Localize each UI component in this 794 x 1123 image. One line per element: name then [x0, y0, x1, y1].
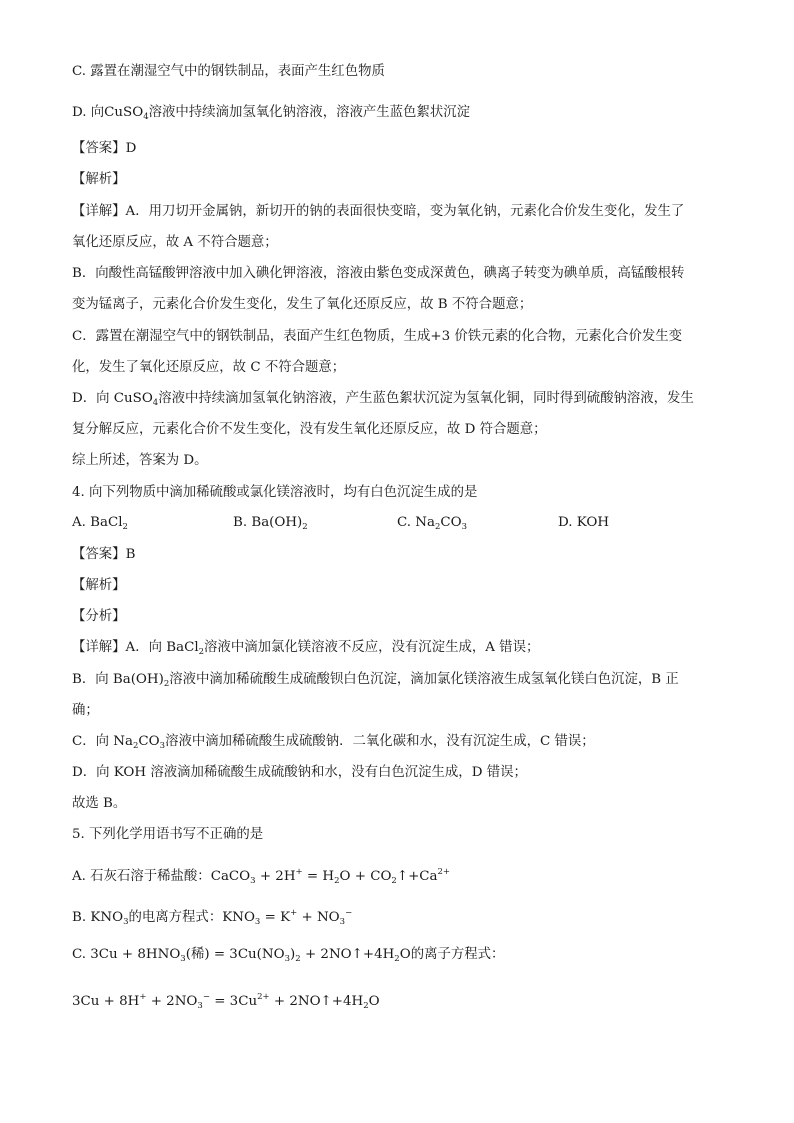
q4-option-d: D. KOH [558, 515, 610, 530]
q3-detail-a-line2: 氧化还原反应，故 A 不符合题意； [72, 235, 278, 250]
cu-hno3-equation: $3Cu + 8HNO_3$(稀) = $3Cu(NO_3)_2$ + $2NO↑+4H_2O$ [90, 947, 411, 964]
q4-option-a: A. BaCl$_2$ [72, 515, 128, 532]
cuso4-formula: CuSO$_4$ [104, 105, 149, 122]
q3-detail-c-line1: C．露置在潮湿空气中的钢铁制品，表面产生红色物质，生成+3 价铁元素的化合物，元素化合价发生变 [72, 329, 683, 344]
q4-option-b: B. $Ba(OH)_2$ [233, 515, 308, 532]
answer-value: D [125, 141, 137, 156]
kno3-formula: $KNO_3$ [90, 910, 129, 927]
q4-stem: 4. 向下列物质中滴加稀硫酸或氯化镁溶液时，均有白色沉淀生成的是 [72, 485, 478, 500]
q5-option-b: B. $KNO_3$的电离方程式：$KNO_3 = K^+ + NO_3^-$ [72, 908, 353, 927]
q3-option-c: C. 露置在潮湿空气中的钢铁制品，表面产生红色物质 [72, 64, 385, 79]
q3-option-d: D. 向CuSO$_4$溶液中持续滴加氢氧化钠溶液，溶液产生蓝色絮状沉淀 [72, 105, 470, 122]
q5-stem: 5. 下列化学用语书写不正确的是 [72, 827, 264, 842]
q5-option-c-line1: C. $3Cu + 8HNO_3$(稀) = $3Cu(NO_3)_2$ + $2NO↑+4H_2O$的离子方程式： [72, 947, 505, 964]
q3-detail-b-line2: 变为锰离子，元素化合价发生变化，发生了氧化还原反应，故 B 不符合题意； [72, 297, 533, 312]
answer-label: 【答案】 [72, 141, 126, 156]
q4-conclusion: 故选 B。 [72, 796, 127, 811]
kno3-ionization-equation: $KNO_3 = K^+ + NO_3^-$ [222, 908, 353, 927]
q3-detail-d-line2: 复分解反应，元素化合价不发生变化，没有发生氧化还原反应，故 D 符合题意； [72, 422, 547, 437]
q4-fenxi-label: 【分析】 [72, 609, 126, 624]
q4-answer [72, 545, 135, 565]
q4-detail-b-line1: B．向 $Ba(OH)_2$溶液中滴加稀硫酸生成硫酸钡白色沉淀，滴加氯化镁溶液生成氢氧化镁白色沉淀，B 正 [72, 672, 679, 689]
answer-value: B [125, 547, 136, 562]
q4-detail-a: 【详解】A．向 BaCl$_2$溶液中滴加氯化镁溶液不反应，没有沉淀生成，A 错误； [72, 640, 540, 657]
q3-summary: 综上所述，答案为 D。 [72, 453, 208, 468]
q4-analysis-label: 【解析】 [72, 578, 126, 593]
q3-detail-c-line2: 化，发生了氧化还原反应，故 C 不符合题意； [72, 360, 346, 375]
answer-label: 【答案】 [72, 547, 126, 562]
q4-detail-c: C．向 $Na_2CO_3$溶液中滴加稀硫酸生成硫酸钠．二氧化碳和水，没有沉淀生成，C 错误； [72, 734, 595, 751]
q5-option-c-line2 [72, 987, 380, 1016]
q4-detail-b-line2: 确； [72, 703, 99, 718]
q3-detail-d-line1: D．向 CuSO$_4$溶液中持续滴加氢氧化钠溶液，产生蓝色絮状沉淀为氢氧化铜，同时得到硫酸钠溶液，发生 [72, 391, 694, 408]
cu-ionic-equation: $3Cu + 8H^+ + 2NO_3^- = 3Cu^{2+}$ + $2NO↑+4H_2O$ [72, 992, 380, 1011]
q3-detail-a-line1: 【详解】A．用刀切开金属钠，新切开的钠的表面很快变暗，变为氧化钠，元素化合价发生变化，发生了 [72, 204, 685, 219]
q3-detail-b-line1: B．向酸性高锰酸钾溶液中加入碘化钾溶液，溶液由紫色变成深黄色，碘离子转变为碘单质，高锰酸根转 [72, 266, 685, 281]
q4-option-c: C. $Na_2CO_3$ [397, 515, 468, 532]
caco3-equation: CaCO$_3$ + $2H^+ = H_2O$ + $CO_2↑+Ca^{2+}$ [210, 867, 451, 886]
q4-options [72, 513, 722, 533]
q5-option-a: A. 石灰石溶于稀盐酸：CaCO$_3$ + $2H^+ = H_2O$ + $CO_2↑+Ca^{2+}$ [72, 867, 451, 886]
q4-detail-d: D．向 KOH 溶液滴加稀硫酸生成硫酸钠和水，没有白色沉淀生成，D 错误； [72, 765, 527, 780]
q3-analysis-label: 【解析】 [72, 172, 126, 187]
q3-answer [72, 139, 136, 159]
